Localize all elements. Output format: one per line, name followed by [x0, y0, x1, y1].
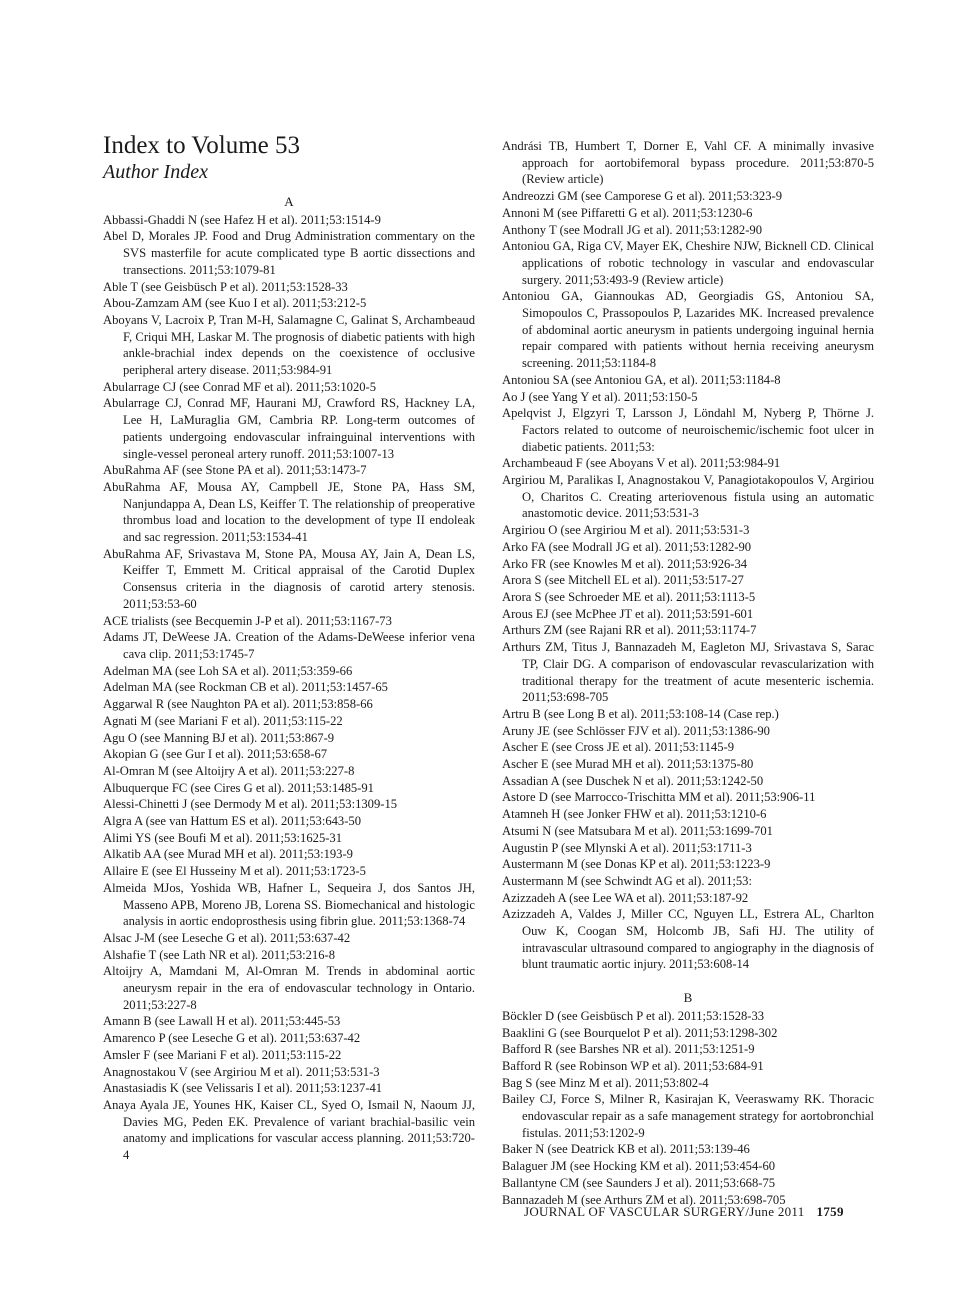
index-entry: Antoniou GA, Riga CV, Mayer EK, Cheshire NJW, Bicknell CD. Clinical applications of robotic technology in vascular and endovascular surgery. 2011;53:493-9 (Review article) [502, 239, 874, 287]
index-entry: Austermann M (see Donas KP et al). 2011;53:1223-9 [502, 857, 771, 872]
index-entry: Arora S (see Mitchell EL et al). 2011;53:517-27 [502, 573, 744, 588]
index-entry: Amsler F (see Mariani F et al). 2011;53:115-22 [103, 1047, 342, 1062]
index-entry: ACE trialists (see Becquemin J-P et al). 2011;53:1167-73 [103, 613, 392, 628]
index-entry: Augustin P (see Mlynski A et al). 2011;53:1711-3 [502, 840, 752, 855]
journal-name: JOURNAL OF VASCULAR SURGERY [524, 1204, 746, 1219]
index-entry: Abel D, Morales JP. Food and Drug Administration commentary on the SVS masterfile for acute complicated type B aortic dissections and transections. 2011;53:1079-81 [103, 229, 475, 277]
index-entry: Ascher E (see Cross JE et al). 2011;53:1145-9 [502, 740, 735, 755]
index-entry: Agnati M (see Mariani F et al). 2011;53:115-22 [103, 713, 343, 728]
index-entry: Bannazadeh M (see Arthurs ZM et al). 2011;53:698-705 [502, 1192, 786, 1207]
index-entry: Albuquerque FC (see Cires G et al). 2011;53:1485-91 [103, 780, 374, 795]
index-entry: Annoni M (see Piffaretti G et al). 2011;53:1230-6 [502, 205, 753, 220]
index-entry: Abularrage CJ (see Conrad MF et al). 2011;53:1020-5 [103, 379, 377, 394]
index-entry: Arthurs ZM, Titus J, Bannazadeh M, Eagleton MJ, Srivastava S, Sarac TP, Clair DG. A comparison of endovascular revascularization with traditional therapy for the treatment of acute mesenteric ischemia. 2011;53:698-705 [502, 640, 874, 705]
index-entry: Alimi YS (see Boufi M et al). 2011;53:1625-31 [103, 830, 343, 845]
index-entry: Arko FA (see Modrall JG et al). 2011;53:1282-90 [502, 539, 752, 554]
index-entry: Anaya Ayala JE, Younes HK, Kaiser CL, Syed O, Ismail N, Naoum JJ, Davies MG, Peden EK. Prevalence of variant brachial-basilic vein anatomy and implications for vascular access planning. 2011;53:720-4 [103, 1097, 475, 1163]
right-column [502, 138, 874, 1208]
left-column [103, 132, 475, 1164]
index-entry: Bafford R (see Barshes NR et al). 2011;53:1251-9 [502, 1042, 755, 1057]
index-entry: Alessi-Chinetti J (see Dermody M et al). 2011;53:1309-15 [103, 797, 398, 812]
index-entry: Austermann M (see Schwindt AG et al). 2011;53: [502, 873, 752, 888]
index-entry: Adelman MA (see Loh SA et al). 2011;53:359-66 [103, 663, 353, 678]
index-entry: Balaguer JM (see Hocking KM et al). 2011;53:454-60 [502, 1159, 776, 1174]
index-entry: Arthurs ZM (see Rajani RR et al). 2011;53:1174-7 [502, 623, 757, 638]
index-list-left [103, 212, 475, 1164]
index-entry: Baker N (see Deatrick KB et al). 2011;53:139-46 [502, 1142, 750, 1157]
index-entry: Bailey CJ, Force S, Milner R, Kasirajan K, Veeraswamy RK. Thoracic endovascular repair as a safe management strategy for aortobronchial fistulas. 2011;53:1202-9 [502, 1092, 874, 1140]
page-footer [524, 1204, 844, 1220]
index-entry: Anastasiadis K (see Velissaris I et al). 2011;53:1237-41 [103, 1081, 383, 1096]
index-entry: Ballantyne CM (see Saunders J et al). 2011;53:668-75 [502, 1175, 776, 1190]
index-entry: Andrási TB, Humbert T, Dorner E, Vahl CF. A minimally invasive approach for aortobifemoral bypass procedure. 2011;53:870-5 (Review article) [502, 139, 874, 187]
index-entry: Abularrage CJ, Conrad MF, Haurani MJ, Crawford RS, Hackney LA, Lee H, LaMuraglia GM, Cambria RP. Long-term outcomes of patients undergoing endovascular infrainguinal interventions with single-vessel peroneal artery runoff. 2011;53:1007-13 [103, 396, 475, 461]
index-entry: Aboyans V, Lacroix P, Tran M-H, Salamagne C, Galinat S, Archambeaud F, Criqui MH, Laskar M. The prognosis of diabetic patients with high ankle-brachial index depends on the coexistence of occlusive peripheral artery disease. 2011;53:984-91 [103, 312, 475, 378]
index-entry: Baaklini G (see Bourquelot P et al). 2011;53:1298-302 [502, 1025, 778, 1040]
index-entry: Able T (see Geisbüsch P et al). 2011;53:1528-33 [103, 279, 348, 294]
index-entry: Anagnostakou V (see Argiriou M et al). 2011;53:531-3 [103, 1064, 380, 1079]
index-entry: Adams JT, DeWeese JA. Creation of the Adams-DeWeese inferior vena cava clip. 2011;53:1745-7 [103, 630, 475, 661]
index-entry: Argiriou O (see Argiriou M et al). 2011;53:531-3 [502, 523, 750, 538]
index-entry: Assadian A (see Duschek N et al). 2011;53:1242-50 [502, 773, 764, 788]
index-list-right-a [502, 138, 874, 973]
index-entry: Antoniou SA (see Antoniou GA, et al). 2011;53:1184-8 [502, 372, 781, 387]
index-entry: Azizzadeh A, Valdes J, Miller CC, Nguyen LL, Estrera AL, Charlton Ouw K, Coogan SM, Holcomb JB, Safi HJ. The utility of intravascular ultrasound compared to angiography in the diagnosis of blunt traumatic aortic injury. 2011;53:608-14 [502, 907, 874, 972]
index-entry: Alshafie T (see Lath NR et al). 2011;53:216-8 [103, 947, 336, 962]
index-entry: Arora S (see Schroeder ME et al). 2011;53:1113-5 [502, 589, 756, 604]
index-entry: Algra A (see van Hattum ES et al). 2011;53:643-50 [103, 814, 362, 829]
section-letter-b: B [683, 990, 693, 1006]
index-entry: Amarenco P (see Leseche G et al). 2011;53:637-42 [103, 1031, 361, 1046]
page-subtitle: Author Index [103, 161, 208, 183]
index-entry: Aruny JE (see Schlösser FJV et al). 2011;53:1386-90 [502, 723, 770, 738]
index-entry: Abbassi-Ghaddi N (see Hafez H et al). 2011;53:1514-9 [103, 212, 381, 227]
index-entry: Ao J (see Yang Y et al). 2011;53:150-5 [502, 389, 698, 404]
index-entry: Allaire E (see El Husseiny M et al). 2011;53:1723-5 [103, 864, 366, 879]
index-entry: Adelman MA (see Rockman CB et al). 2011;53:1457-65 [103, 680, 388, 695]
index-entry: Almeida MJos, Yoshida WB, Hafner L, Sequeira J, dos Santos JH, Masseno APB, Moreno JB, Lorena SS. Biomechanical and histologic analysis in aortic endoprosthesis using fibrin glue. 2011;53:1368-74 [103, 880, 475, 929]
index-entry: Amann B (see Lawall H et al). 2011;53:445-53 [103, 1014, 341, 1029]
index-entry: Argiriou M, Paralikas I, Anagnostakou V, Panagiotakopoulos V, Argiriou O, Charitos C. Creating arteriovenous fistula using an automatic anastomotic device. 2011;53:531-3 [502, 473, 874, 521]
page-title: Index to Volume 53 [103, 132, 300, 159]
page-number: 1759 [816, 1204, 844, 1219]
index-entry: Al-Omran M (see Altoijry A et al). 2011;53:227-8 [103, 763, 355, 778]
index-entry: Andreozzi GM (see Camporese G et al). 2011;53:323-9 [502, 189, 783, 204]
index-entry: Agu O (see Manning BJ et al). 2011;53:867-9 [103, 730, 335, 745]
section-letter-a: A [284, 194, 294, 209]
index-entry: Ascher E (see Murad MH et al). 2011;53:1375-80 [502, 757, 754, 772]
index-entry: Aggarwal R (see Naughton PA et al). 2011;53:858-66 [103, 697, 373, 712]
index-entry: AbuRahma AF (see Stone PA et al). 2011;53:1473-7 [103, 463, 367, 478]
index-entry: Atsumi N (see Matsubara M et al). 2011;53:1699-701 [502, 823, 773, 838]
index-list-right-b [502, 1008, 874, 1208]
index-entry: Bafford R (see Robinson WP et al). 2011;53:684-91 [502, 1058, 764, 1073]
index-entry: Bag S (see Minz M et al). 2011;53:802-4 [502, 1075, 709, 1090]
index-entry: Akopian G (see Gur I et al). 2011;53:658-67 [103, 747, 328, 762]
index-entry: Arous EJ (see McPhee JT et al). 2011;53:591-601 [502, 606, 754, 621]
index-entry: Böckler D (see Geisbüsch P et al). 2011;53:1528-33 [502, 1008, 765, 1023]
index-entry: Alkatib AA (see Murad MH et al). 2011;53:193-9 [103, 847, 353, 862]
index-entry: Arko FR (see Knowles M et al). 2011;53:926-34 [502, 556, 748, 571]
index-entry: Abou-Zamzam AM (see Kuo I et al). 2011;53:212-5 [103, 296, 367, 311]
index-entry: Archambeaud F (see Aboyans V et al). 2011;53:984-91 [502, 456, 781, 471]
index-entry: AbuRahma AF, Srivastava M, Stone PA, Mousa AY, Jain A, Dean LS, Keiffer T, Emmett M. Critical appraisal of the Carotid Duplex Consensus criteria in the diagnosis of carotid artery stenosis. 2011;53:53-60 [103, 546, 475, 611]
issue-date: /June 2011 [745, 1204, 805, 1219]
index-entry: AbuRahma AF, Mousa AY, Campbell JE, Stone PA, Hass SM, Nanjundappa A, Dean LS, Keiffer T. The relationship of preoperative thrombus load and location to the development of type II endoleak and sac regression. 2011;53:1534-41 [103, 479, 475, 545]
index-entry: Azizzadeh A (see Lee WA et al). 2011;53:187-92 [502, 890, 749, 905]
index-entry: Atamneh H (see Jonker FHW et al). 2011;53:1210-6 [502, 807, 767, 822]
index-entry: Anthony T (see Modrall JG et al). 2011;53:1282-90 [502, 222, 763, 237]
index-entry: Alsac J-M (see Leseche G et al). 2011;53:637-42 [103, 930, 351, 945]
index-entry: Antoniou GA, Giannoukas AD, Georgiadis GS, Antoniou SA, Simopoulos C, Prassopoulos P, Lazarides MK. Increased prevalence of abdominal aortic aneurysm in patients undergoing inguinal hernia repair compared with patients without hernia receiving aneurysm screening. 2011;53:1184-8 [502, 289, 874, 371]
index-entry: Astore D (see Marrocco-Trischitta MM et al). 2011;53:906-11 [502, 790, 816, 805]
index-entry: Apelqvist J, Elgzyri T, Larsson J, Löndahl M, Nyberg P, Thörne J. Factors related to outcome of neuroischemic/ischemic foot ulcer in diabetic patients. 2011;53: [502, 406, 874, 454]
index-entry: Altoijry A, Mamdani M, Al-Omran M. Trends in abdominal aortic aneurysm repair in the era of endovascular technology in Ontario. 2011;53:227-8 [103, 964, 475, 1012]
index-entry: Artru B (see Long B et al). 2011;53:108-14 (Case rep.) [502, 706, 779, 721]
